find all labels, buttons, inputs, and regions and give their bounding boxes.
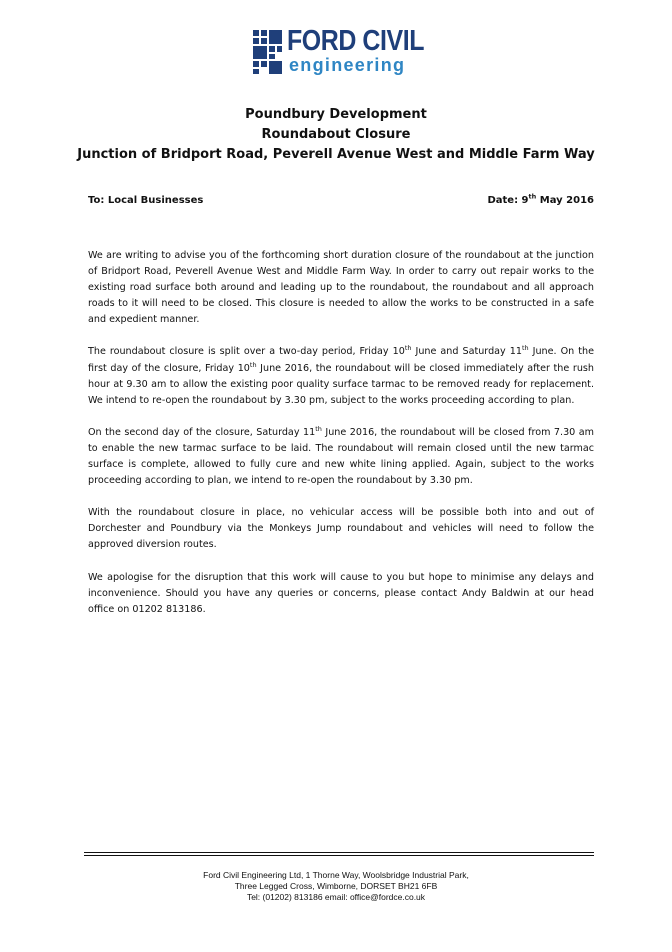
heading-location: Junction of Bridport Road, Peverell Avenue West and Middle Farm Way <box>77 147 595 162</box>
document-heading <box>0 105 672 165</box>
footer-address-line1: Ford Civil Engineering Ltd, 1 Thorne Way, Woolsbridge Industrial Park, <box>203 870 469 880</box>
company-logo <box>253 25 433 78</box>
heading-subject: Roundabout Closure <box>261 127 411 142</box>
paragraph-contact: We apologise for the disruption that this work will cause to you but hope to minimise any delays and inconvenience. Should you have any queries or concerns, please contact Andy Baldwin at our head office on 01202 813186. <box>88 571 594 615</box>
footer-divider-top <box>84 852 594 853</box>
footer-address-line2: Three Legged Cross, Wimborne, DORSET BH21 6FB <box>234 881 438 892</box>
footer-divider-bottom <box>84 855 594 856</box>
paragraph-second-day: On the second day of the closure, Saturday 11th June 2016, the roundabout will be closed from 7.30 am to enable the new tarmac surface to be laid. The roundabout will remain closed until the new tarmac surface is complete, allowed to fully cure and new white lining applied. Again, subject to the works proceeding according to plan, we intend to re-open the roundabout by 3.30 pm. <box>88 424 594 487</box>
logo-squares-icon <box>253 30 283 74</box>
recipient-line: To: Local Businesses <box>88 195 204 206</box>
paragraph-intro: We are writing to advise you of the forthcoming short duration closure of the roundabout at the junction of Bridport Road, Peverell Avenue West and Middle Farm Way. In order to carry out repair works to the existing road surface both around and leading up to the roundabout, the roundabout and all approach roads to it will need to be closed. This closure is needed to allow the works to be constructed in a safe and expedient manner. <box>88 250 594 326</box>
date-line: Date: 9th May 2016 <box>487 192 594 206</box>
footer-address <box>0 870 672 904</box>
letter-meta <box>88 192 594 213</box>
logo-tagline: engineering <box>289 55 406 75</box>
logo-wordmark: FORD CIVIL <box>287 25 425 57</box>
letter-body <box>88 248 594 634</box>
footer-contact-line: Tel: (01202) 813186 email: office@fordce.co.uk <box>246 892 426 903</box>
paragraph-access: With the roundabout closure in place, no vehicular access will be possible both into and out of Dorchester and Poundbury via the Monkeys Jump roundabout and vehicles will need to follow the approved diversion routes. <box>88 507 594 551</box>
paragraph-schedule: The roundabout closure is split over a two-day period, Friday 10th June and Saturday 11th June. On the first day of the closure, Friday 10th June 2016, the roundabout will be closed immediately after the rush hour at 9.30 am to allow the existing poor quality surface tarmac to be removed ready for replacement. We intend to re-open the roundabout by 3.30 pm, subject to the works proceeding according to plan. <box>88 344 594 406</box>
heading-project: Poundbury Development <box>245 107 427 122</box>
